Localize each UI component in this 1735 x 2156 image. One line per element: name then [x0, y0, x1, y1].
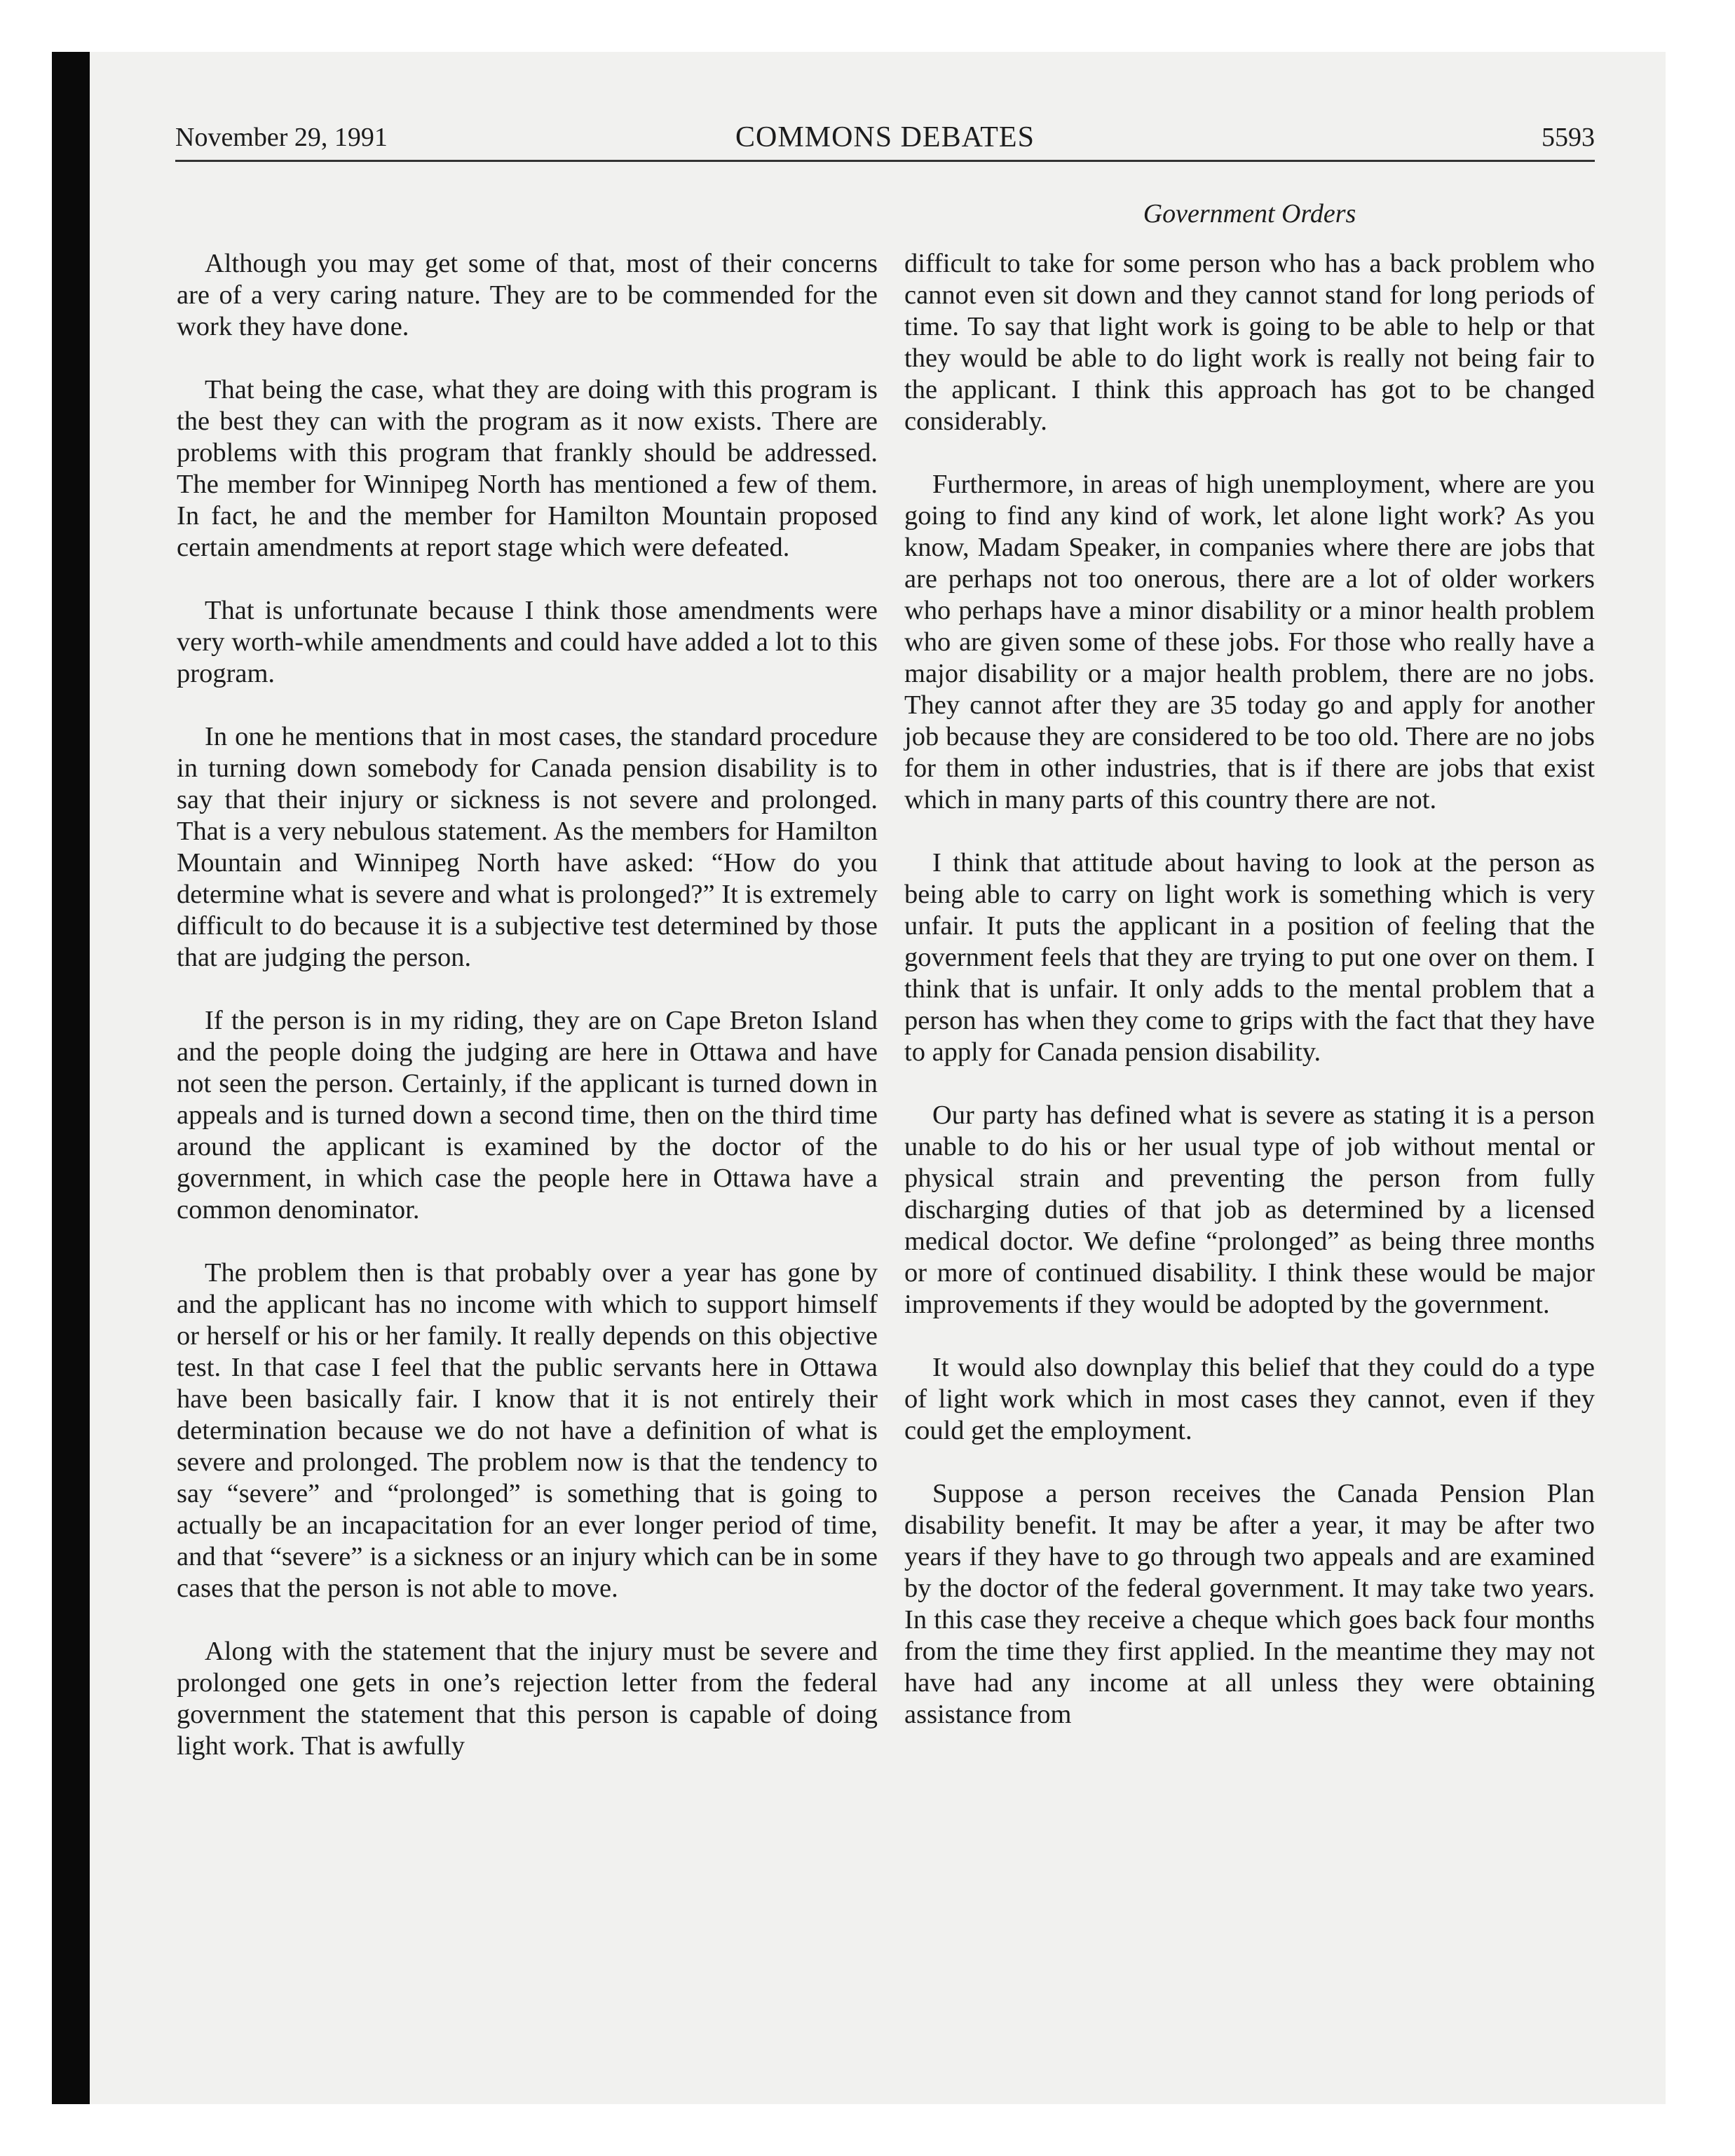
- paragraph: In one he mentions that in most cases, the standard procedure in turning down somebody for Canada pension disability is to say that their injury or sickness is not severe and prolonged. That is a very nebulous statement. As the members for Hamilton Mountain and Winnipeg North have asked: “How do you determine what is severe and what is prolonged?” It is extremely difficult to do because it is a subjective test determined by those that are judging the person.: [177, 722, 878, 972]
- paragraph: That is unfortunate because I think those amendments were very worth-while amendments and could have added a lot to this program.: [177, 596, 878, 688]
- page-number: 5593: [1542, 123, 1595, 152]
- binding-edge-shadow: [52, 52, 90, 2104]
- paragraph: Furthermore, in areas of high unemployment, where are you going to find any kind of work, let alone light work? As you know, Madam Speaker, in companies where there are jobs that are perhaps not too onerous, there are a lot of older workers who perhaps have a minor disability or a minor health problem who are given some of these jobs. For those who really have a major disability or a major health problem, there are no jobs. They cannot after they are 35 today go and apply for another job because they are considered to be too old. There are no jobs for them in other industries, that is if there are jobs that exist which in many parts of this country there are not.: [904, 470, 1595, 814]
- section-label: Government Orders: [1143, 199, 1356, 228]
- paragraph: If the person is in my riding, they are on Cape Breton Island and the people doing the judging are here in Ottawa and have not seen the person. Certainly, if the applicant is turned down in appeals and is turned down a second time, then on the third time around the applicant is examined by the doctor of the government, in which case the people here in Ottawa have a common denominator.: [177, 1006, 878, 1224]
- paragraph: I think that attitude about having to look at the person as being able to carry on light work is something which is very unfair. It puts the applicant in a position of feeling that the government feels that they are trying to put one over on them. I think that is unfair. It only adds to the mental problem that a person has when they come to grips with the fact that they have to apply for Canada pension disability.: [904, 848, 1595, 1067]
- header-date: November 29, 1991: [175, 123, 388, 152]
- left-column: [177, 248, 878, 1762]
- right-column: [904, 248, 1595, 1731]
- paragraph: Although you may get some of that, most of their concerns are of a very caring nature. They are to be commended for the work they have done.: [177, 249, 878, 341]
- paragraph: Our party has defined what is severe as stating it is a person unable to do his or her usual type of job without mental or physical strain and preventing the person from fully discharging duties of that job as determined by a licensed medical doctor. We define “prolonged” as being three months or more of continued disability. I think these would be major improvements if they would be adopted by the government.: [904, 1100, 1595, 1319]
- paragraph: That being the case, what they are doing with this program is the best they can with the program as it now exists. There are problems with this program that frankly should be addressed. The member for Winnipeg North has mentioned a few of them. In fact, he and the member for Hamilton Mountain proposed certain amendments at report stage which were defeated.: [177, 375, 878, 562]
- paragraph: The problem then is that probably over a year has gone by and the applicant has no income with which to support himself or herself or his or her family. It really depends on this objective test. In that case I feel that the public servants here in Ottawa have been basically fair. I know that it is not entirely their determination because we do not have a definition of what is severe and prolonged. The problem now is that the tendency to say “severe” and “prolonged” is something that is going to actually be an incapacitation for an ever longer period of time, and that “severe” is a sickness or an injury which can be in some cases that the person is not able to move.: [177, 1258, 878, 1603]
- header-title: COMMONS DEBATES: [735, 121, 1035, 153]
- paragraph-continued: difficult to take for some person who has a back problem who cannot even sit down and they cannot stand for long periods of time. To say that light work is going to be able to help or that they would be able to do light work is really not being fair to the applicant. I think this approach has got to be changed considerably.: [904, 249, 1595, 436]
- running-header: [175, 118, 1595, 162]
- paragraph: It would also downplay this belief that they could do a type of light work which in most cases they cannot, even if they could get the employment.: [904, 1353, 1595, 1445]
- paragraph: Along with the statement that the injury must be severe and prolonged one gets in one’s rejection letter from the federal government the statement that this person is capable of doing light work. That is awfully: [177, 1637, 878, 1761]
- paragraph: Suppose a person receives the Canada Pension Plan disability benefit. It may be after a year, it may be after two years if they have to go through two appeals and are examined by the doctor of the federal government. It may take two years. In this case they receive a cheque which goes back four months from the time they first applied. In the meantime they may not have had any income at all unless they were obtaining assistance from: [904, 1479, 1595, 1729]
